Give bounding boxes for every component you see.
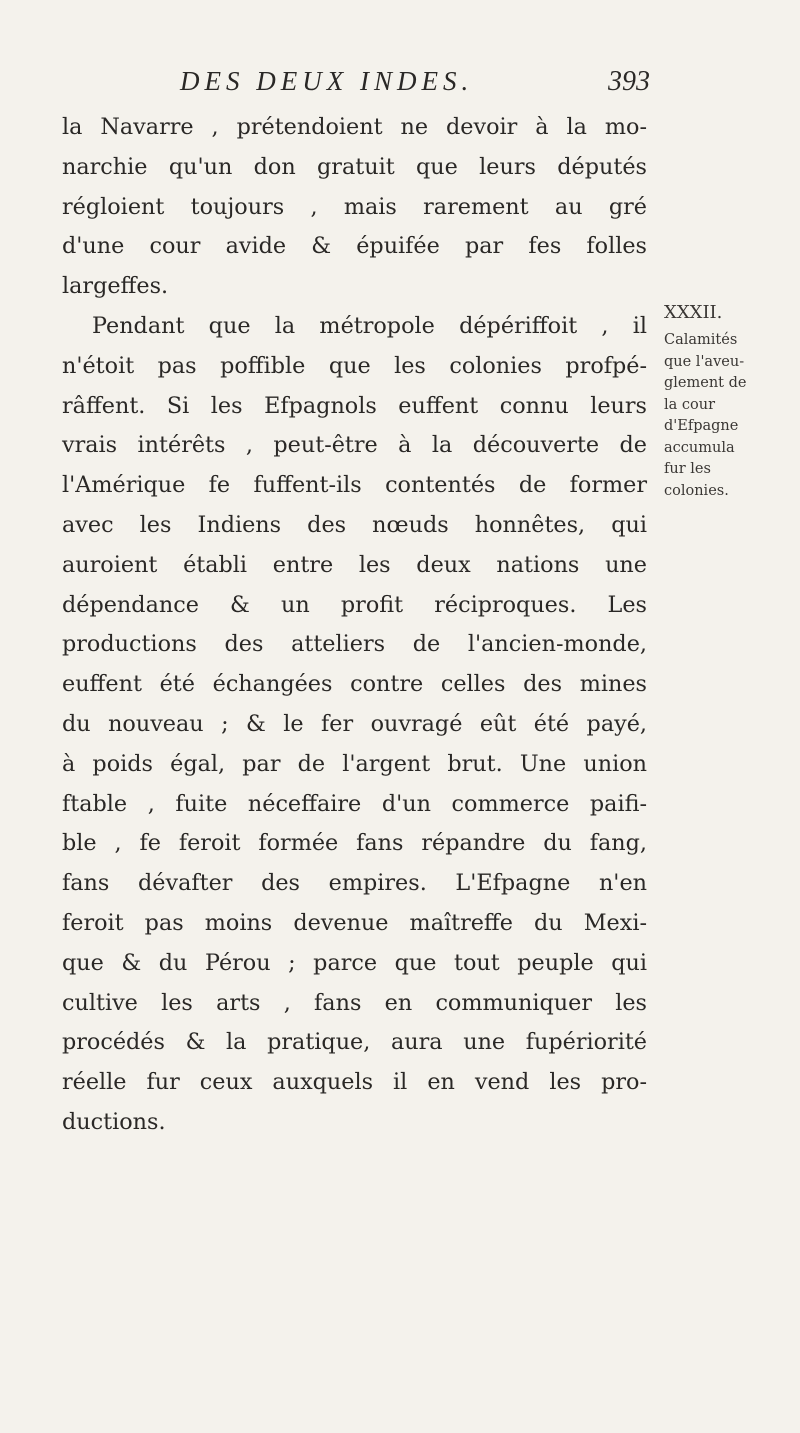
section-number: XXXII. xyxy=(664,302,723,323)
text-line: ble , fe feroit formée fans répandre du fang, xyxy=(62,830,647,857)
running-title: DES DEUX INDES. xyxy=(180,66,474,96)
text-line: d'une cour avide & épuifée par fes folles xyxy=(62,233,647,260)
margin-note-line: Calamités xyxy=(664,332,738,348)
text-line: ductions. xyxy=(62,1108,166,1135)
text-line: dépendance & un profit réciproques. Les xyxy=(62,591,647,618)
text-line: l'Amérique fe fuffent-ils contentés de former xyxy=(62,472,647,499)
text-line: Pendant que la métropole dépériffoit , il xyxy=(92,312,647,339)
text-line: avec les Indiens des nœuds honnêtes, qui xyxy=(62,511,647,538)
text-line: feroit pas moins devenue maîtreffe du Mexi- xyxy=(62,909,647,936)
text-line: régloient toujours , mais rarement au gré xyxy=(62,193,647,220)
text-line: euffent été échangées contre celles des mines xyxy=(62,671,647,698)
page-number: 393 xyxy=(608,66,650,97)
text-line: la Navarre , prétendoient ne devoir à la mo- xyxy=(62,114,647,140)
margin-note-line: glement de xyxy=(664,375,747,391)
text-line: fans dévafter des empires. L'Efpagne n'en xyxy=(62,870,647,897)
margin-note-line: que l'aveu- xyxy=(664,353,745,370)
margin-note-line: colonies. xyxy=(664,482,729,499)
margin-note-line: la cour xyxy=(664,396,716,413)
margin-note xyxy=(664,298,794,502)
body-text xyxy=(62,108,647,1143)
text-line: réelle fur ceux auxquels il en vend les pro- xyxy=(62,1069,647,1096)
margin-note-line: fur les xyxy=(664,461,711,477)
margin-note-line: accumula xyxy=(664,439,735,456)
text-line: vrais intérêts , peut-être à la découverte de xyxy=(62,432,647,459)
text-line: râffent. Si les Efpagnols euffent connu leurs xyxy=(62,392,647,419)
text-line: ftable , fuite néceffaire d'un commerce paifi- xyxy=(62,790,647,817)
text-line: à poids égal, par de l'argent brut. Une union xyxy=(62,750,647,777)
text-line: productions des atteliers de l'ancien-monde, xyxy=(62,631,647,658)
margin-note-line: d'Efpagne xyxy=(664,418,739,434)
text-line: auroient établi entre les deux nations une xyxy=(62,551,647,578)
text-line: n'étoit pas poffible que les colonies profpé- xyxy=(62,352,647,379)
text-line: largeffes. xyxy=(62,273,169,300)
text-line: que & du Pérou ; parce que tout peuple qui xyxy=(62,949,647,976)
text-line: du nouveau ; & le fer ouvragé eût été payé, xyxy=(62,710,647,737)
text-line: procédés & la pratique, aura une fupériorité xyxy=(62,1029,647,1056)
text-line: cultive les arts , fans en communiquer les xyxy=(62,989,647,1016)
text-line: narchie qu'un don gratuit que leurs députés xyxy=(62,153,647,180)
page-header xyxy=(180,66,650,106)
